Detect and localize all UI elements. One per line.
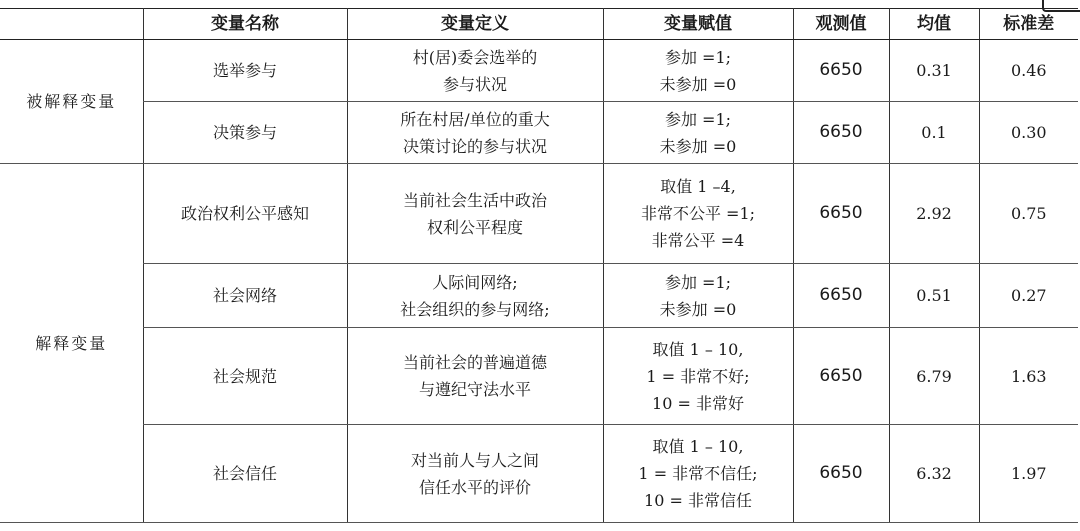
observations-value: 6650 <box>793 164 889 264</box>
assignment-line: 取值 1 – 10, <box>652 437 744 456</box>
definition-line: 当前社会的普遍道德 <box>402 353 547 372</box>
std-dev-value: 0.30 <box>979 102 1078 164</box>
header-variable-assignment: 变量赋值 <box>603 9 793 40</box>
table-row <box>0 425 1078 523</box>
definition-line: 对当前人与人之间 <box>410 450 539 470</box>
table-row <box>0 40 1078 102</box>
std-dev-value: 1.97 <box>979 425 1078 523</box>
observations-value: 6650 <box>793 264 889 328</box>
assignment-line: 未参加 =0 <box>659 74 737 94</box>
variable-name: 社会网络 <box>143 264 347 328</box>
observations-value: 6650 <box>793 328 889 425</box>
variable-name: 社会信任 <box>143 425 347 523</box>
std-dev-value: 0.27 <box>979 264 1078 328</box>
variables-table <box>0 8 1078 523</box>
variable-assignment <box>603 328 793 425</box>
definition-line: 与遵纪守法水平 <box>418 380 531 399</box>
observations-value: 6650 <box>793 102 889 164</box>
mean-value: 6.79 <box>889 328 979 425</box>
variable-assignment <box>603 102 793 164</box>
assignment-line: 1 = 非常不好; <box>646 366 750 386</box>
mean-value: 0.31 <box>889 40 979 102</box>
assignment-line: 10 = 非常好 <box>652 393 744 413</box>
variable-name: 社会规范 <box>143 328 347 425</box>
variable-assignment <box>603 264 793 328</box>
table-row <box>0 328 1078 425</box>
mean-value: 0.51 <box>889 264 979 328</box>
header-observations: 观测值 <box>793 9 889 40</box>
assignment-line: 非常公平 =4 <box>651 231 745 250</box>
variable-definition <box>347 425 603 523</box>
assignment-line: 参加 =1; <box>664 47 732 67</box>
variable-name: 选举参与 <box>143 40 347 102</box>
variable-assignment <box>603 425 793 523</box>
header-variable-definition: 变量定义 <box>347 9 603 40</box>
assignment-line: 1 = 非常不信任; <box>638 464 758 483</box>
assignment-line: 参加 =1; <box>664 109 732 129</box>
assignment-line: 未参加 =0 <box>659 299 737 319</box>
definition-line: 村(居)委会选举的 <box>412 47 538 67</box>
group-label: 解释变量 <box>0 164 143 523</box>
mean-value: 2.92 <box>889 164 979 264</box>
definition-line: 参与状况 <box>442 74 507 94</box>
table-row <box>0 264 1078 328</box>
variable-assignment <box>603 164 793 264</box>
std-dev-value: 1.63 <box>979 328 1078 425</box>
mean-value: 0.1 <box>889 102 979 164</box>
table-row <box>0 102 1078 164</box>
definition-line: 人际间网络; <box>432 272 518 292</box>
header-std-dev: 标准差 <box>979 9 1078 40</box>
assignment-line: 非常不公平 =1; <box>640 204 756 223</box>
definition-line: 决策讨论的参与状况 <box>402 136 547 156</box>
variable-name: 政治权利公平感知 <box>143 164 347 264</box>
variable-definition <box>347 40 603 102</box>
definition-line: 信任水平的评价 <box>418 477 531 497</box>
mean-value: 6.32 <box>889 425 979 523</box>
assignment-line: 取值 1 – 10, <box>652 339 744 359</box>
std-dev-value: 0.46 <box>979 40 1078 102</box>
assignment-line: 10 = 非常信任 <box>644 491 752 510</box>
table-row <box>0 164 1078 264</box>
variable-definition <box>347 264 603 328</box>
header-variable-name: 变量名称 <box>143 9 347 40</box>
observations-value: 6650 <box>793 425 889 523</box>
definition-line: 社会组织的参与网络; <box>400 299 550 319</box>
variable-name: 决策参与 <box>143 102 347 164</box>
assignment-line: 参加 =1; <box>664 272 732 292</box>
header-mean: 均值 <box>889 9 979 40</box>
variable-assignment <box>603 40 793 102</box>
header-group <box>0 9 143 40</box>
definition-line: 权利公平程度 <box>426 217 523 237</box>
observations-value: 6650 <box>793 40 889 102</box>
variable-definition <box>347 164 603 264</box>
group-label: 被解释变量 <box>0 40 143 164</box>
assignment-line: 未参加 =0 <box>659 136 737 156</box>
variable-definition <box>347 328 603 425</box>
assignment-line: 取值 1 –4, <box>660 177 736 196</box>
definition-line: 所在村居/单位的重大 <box>400 109 550 129</box>
header-row <box>0 9 1078 40</box>
variable-definition <box>347 102 603 164</box>
std-dev-value: 0.75 <box>979 164 1078 264</box>
definition-line: 当前社会生活中政治 <box>402 190 547 210</box>
